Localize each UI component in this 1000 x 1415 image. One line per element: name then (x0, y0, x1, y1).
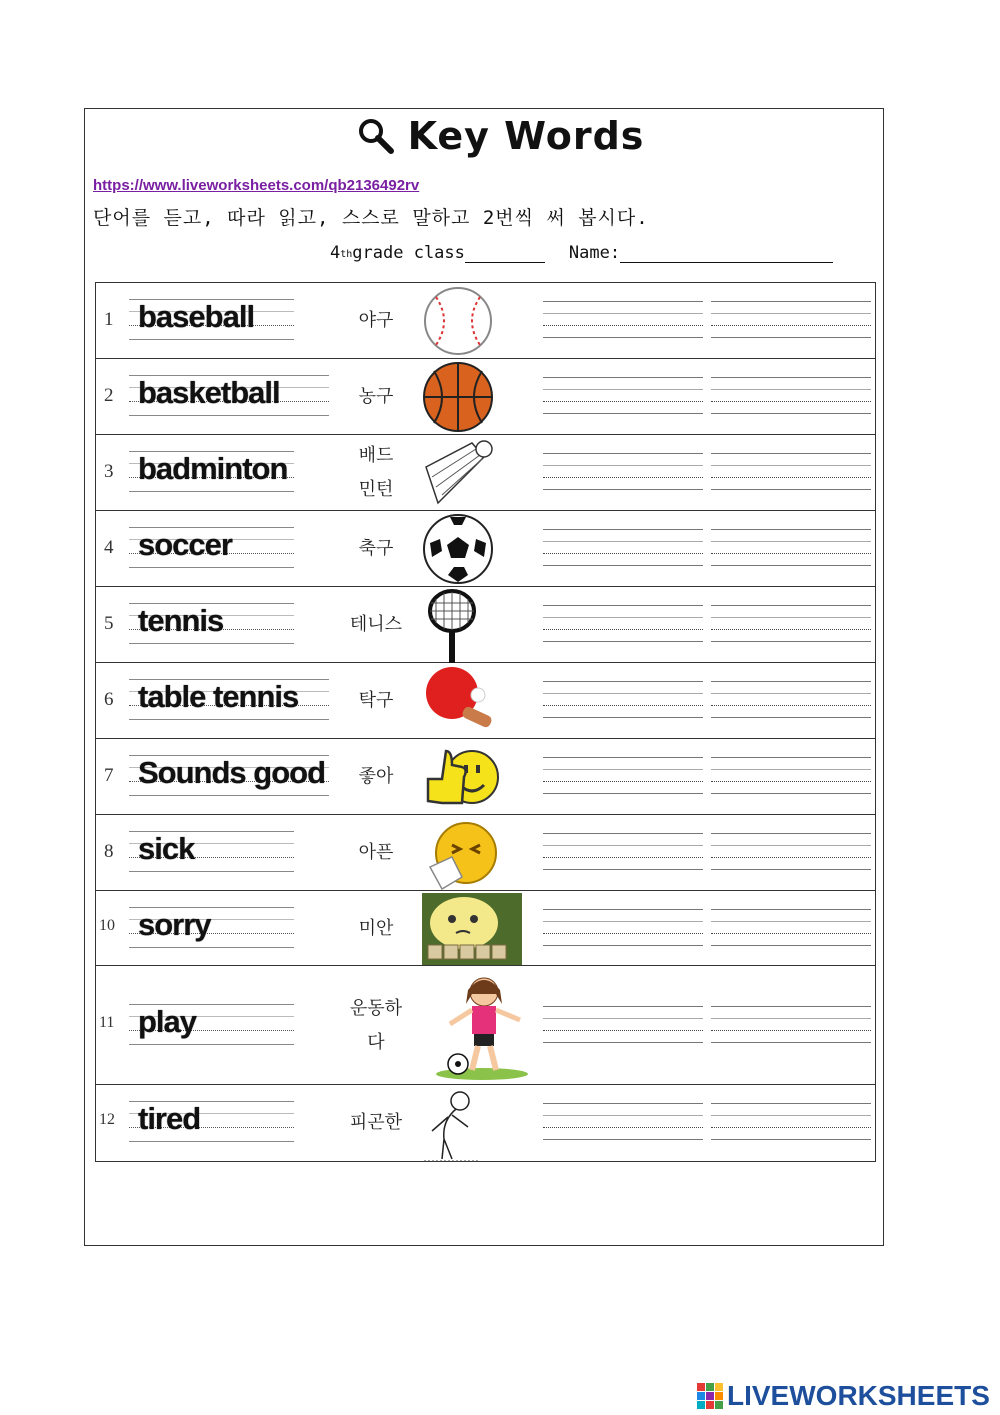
korean-meaning: 농구 (358, 386, 394, 407)
word-row (96, 663, 875, 739)
class-blank[interactable] (465, 242, 545, 263)
word-row (96, 359, 875, 435)
korean-meaning: 미안 (358, 917, 394, 939)
grade-label: grade class (352, 243, 465, 263)
thumbs-up-smiley-icon (422, 741, 502, 821)
row-number: 5 (104, 613, 114, 634)
english-word: tired (138, 1101, 201, 1136)
row-number: 3 (104, 461, 114, 482)
row-number: 1 (104, 309, 114, 330)
korean-meaning: 축구 (358, 538, 394, 559)
word-row (96, 739, 875, 815)
korean-meaning: 아픈 (358, 842, 394, 863)
word-row (96, 966, 875, 1085)
row-number: 12 (99, 1111, 115, 1128)
sneezing-face-icon (422, 817, 502, 897)
row-number: 11 (99, 1013, 115, 1031)
name-label: Name: (568, 243, 621, 263)
word-row (96, 435, 875, 511)
name-blank[interactable] (620, 242, 833, 263)
ping-pong-paddle-icon (422, 665, 502, 745)
student-info: 4 $^{th}$ grade class Name: (330, 242, 833, 263)
korean-meaning: 좋아 (358, 766, 394, 787)
word-row (96, 511, 875, 587)
word-row (96, 587, 875, 663)
korean-meaning: 테니스 (349, 614, 403, 635)
row-number: 8 (104, 841, 114, 862)
row-number: 6 (104, 689, 114, 710)
word-row (96, 283, 875, 359)
english-word: Sounds good (138, 755, 326, 790)
korean-meaning: 배드 민턴 (358, 445, 394, 500)
word-row (96, 891, 875, 966)
word-row (96, 1085, 875, 1161)
grade-number: 4 (330, 243, 341, 263)
shuttlecock-icon (422, 437, 494, 513)
english-word: badminton (138, 451, 288, 486)
baseball-icon (422, 285, 494, 361)
english-word: sick (138, 831, 195, 866)
logo-grid-icon (697, 1383, 723, 1409)
tired-figure-icon (422, 1087, 482, 1167)
korean-meaning: 피곤한 (349, 1112, 403, 1133)
english-word: table tennis (138, 679, 299, 714)
liveworksheets-logo (697, 1380, 990, 1412)
tennis-racket-icon (422, 589, 482, 669)
row-number: 10 (99, 916, 115, 934)
korean-meaning: 운동하 다 (349, 997, 403, 1053)
english-word: play (138, 1003, 197, 1039)
english-word: sorry (138, 906, 211, 942)
korean-meaning: 야구 (358, 310, 394, 331)
girl-playing-soccer-icon (422, 970, 542, 1086)
basketball-icon (422, 361, 494, 437)
magnifier-icon (356, 116, 396, 156)
title-bar (0, 108, 1000, 158)
english-word: baseball (138, 299, 255, 334)
korean-meaning: 탁구 (358, 690, 394, 711)
row-number: 4 (104, 537, 114, 558)
soccer-ball-icon (422, 513, 494, 589)
worksheet-link[interactable]: https://www.liveworksheets.com/qb2136492rv (93, 177, 420, 194)
logo-text: LIVEWORKSHEETS (727, 1380, 990, 1411)
english-word: basketball (138, 375, 280, 410)
word-row (96, 815, 875, 891)
row-number: 2 (104, 385, 114, 406)
english-word: tennis (138, 603, 224, 638)
row-number: 7 (104, 765, 114, 786)
english-word: soccer (138, 527, 232, 562)
sorry-face-icon (422, 893, 522, 969)
word-table (95, 282, 876, 1162)
page-title: Key Words (407, 114, 645, 158)
instruction-text: 단어를 듣고, 따라 읽고, 스스로 말하고 2번씩 써 봅시다. (93, 207, 649, 229)
